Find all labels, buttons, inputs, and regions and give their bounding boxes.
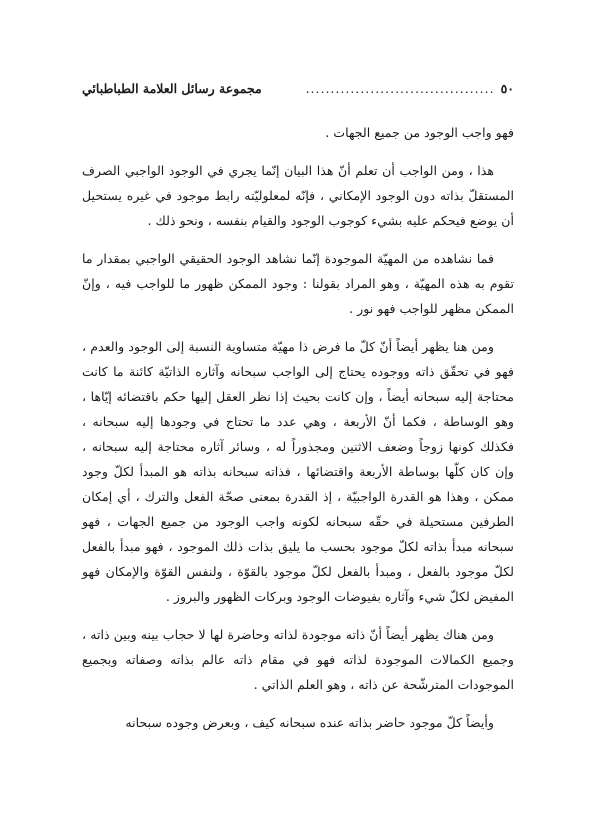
paragraph-2: هذا ، ومن الواجب أن تعلم أنّ هذا البيان إنّما يجري في الوجود الواجبي الصرف المستقلّ بذاته دون الوجود الإمكاني ، فإنّه لمعلوليّته رابط موجود في غيره يستحيل أن يوضع فيحكم عليه بشيء كوجوب الوجود والقيام بنفسه ، ونحو ذلك . — [82, 163, 514, 228]
page-number: ٥٠ — [500, 81, 514, 96]
paragraph-4: ومن هنا يظهر أيضاً أنّ كلّ ما فرض ذا مهيّة متساوية النسبة إلى الوجود والعدم ، فهو في تحقّق ذاته ووجوده يحتاج إلى الواجب سبحانه وآثاره الذاتيّة كائنة ما كانت محتاجة إليه سبحانه أيضاً ، وإن كانت بحيث إذا نظر العقل إليها حكم باقتضائه إيّاها ، وهو الوساطة ، فكما أنّ الأربعة ، وهي عدد ما تحتاج في وجودها إليه سبحانه ، فكذلك كونها زوجاً وضعف الاثنين ومجذوراً له ، وسائر آثاره محتاجة إليه سبحانه ، وإن كان كلّها بوساطة الأربعة واقتضائها ، فذاته سبحانه بذاته هو المبدأ لكلّ وجود ممكن ، وهذا هو القدرة الواجبيّة ، إذ القدرة بمعنى صحّة الفعل والترك ، أي إمكان الطرفين مستحيلة في حقّه سبحانه لكونه واجب الوجود من جميع الجهات ، فهو سبحانه مبدأ بذاته لكلّ موجود بحسب ما يليق بذات ذلك الموجود ، فهو مبدأ بالفعل لكلّ موجود بالفعل ، ومبدأ بالفعل لكلّ موجود بالقوّة ، ولنفس القوّة والإمكان فهو المفيض لكلّ شيء وآثاره بفيوضات الوجود وبركات الظهور والبروز . — [82, 339, 514, 604]
paragraph-5: ومن هناك يظهر أيضاً أنّ ذاته موجودة لذاته وحاضرة لها لا حجاب بينه وبين ذاته ، وجميع الكمالات الموجودة لذاته فهو في مقام ذاته عالم بذاته وصفاته وبجميع الموجودات المترشّحة عن ذاته ، وهو العلم الذاتي . — [82, 627, 514, 692]
book-title: مجموعة رسائل العلامة الطباطبائي — [82, 81, 262, 96]
paragraph-3: فما نشاهده من المهيّة الموجودة إنّما نشاهد الوجود الحقيقي الواجبي بمقدار ما تقوم به هذه المهيّة ، وهو المراد بقولنا : وجود الممكن ظهور ما للواجب فيه ، وإنّ الممكن مظهر للواجب فهو نور . — [82, 251, 514, 316]
running-header — [82, 80, 514, 98]
paragraph-6: وأيضاً كلّ موجود حاضر بذاته عنده سبحانه كيف ، وبعرض وجوده سبحانه — [125, 715, 494, 730]
paragraph-1: فهو واجب الوجود من جميع الجهات . — [325, 125, 514, 140]
header-leader-dots: ...................................... — [305, 81, 495, 96]
